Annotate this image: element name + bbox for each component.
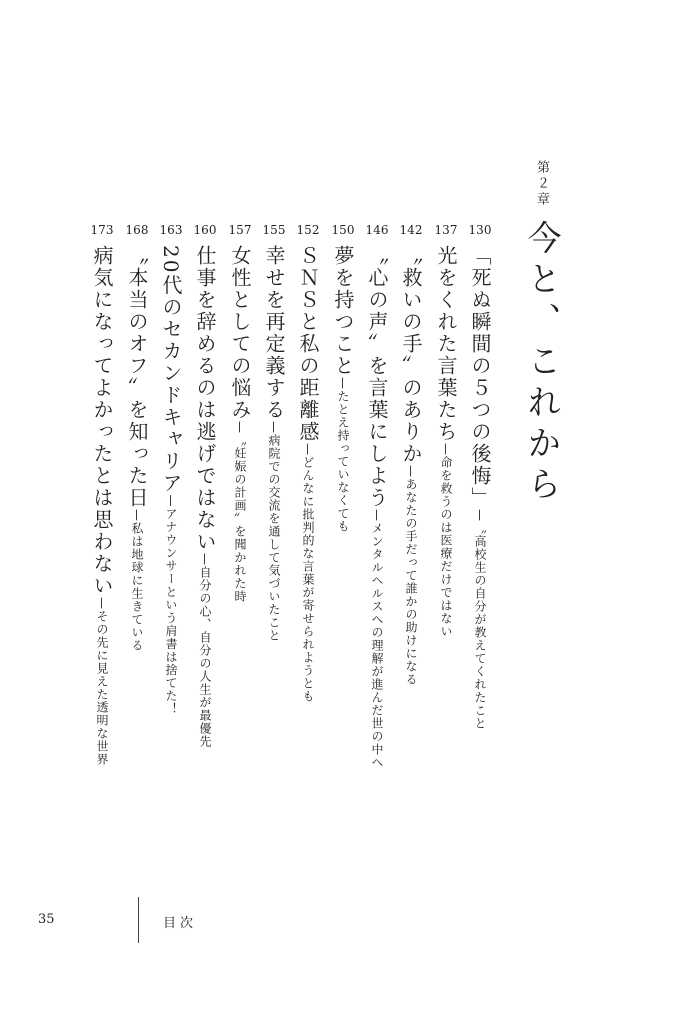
toc-entry[interactable] <box>466 223 494 730</box>
toc-entry-title: 光をくれた言葉たち <box>434 245 458 443</box>
toc-page-number: 163 <box>159 223 183 237</box>
toc-entry-subtitle: —〝妊娠の計画〟を聞かれた時 <box>233 421 247 603</box>
toc-entry-subtitle: —あなたの手だって誰かの助けになる <box>404 465 418 686</box>
toc-entry-title: 〝本当のオフ〟を知った日 <box>125 245 149 509</box>
toc-entry-text <box>226 245 254 603</box>
toc-entry-subtitle: —私は地球に生きている <box>130 509 144 652</box>
toc-entry-subtitle: —どんなに批判的な言葉が寄せられようとも <box>301 443 315 703</box>
toc-entry-title: 「死ぬ瞬間の５つの後悔」 <box>468 245 492 509</box>
toc-entry[interactable] <box>260 223 288 642</box>
toc-page-number: 146 <box>365 223 389 237</box>
toc-entry[interactable] <box>123 223 151 652</box>
toc-page-number: 155 <box>262 223 286 237</box>
toc-entry[interactable] <box>397 223 425 686</box>
toc-entry-title: 20代のセカンドキャリア <box>159 245 183 495</box>
toc-entry[interactable] <box>363 223 391 769</box>
chapter-label: 第２章 <box>534 160 549 208</box>
chapter-title: 今と、これから <box>521 220 561 507</box>
toc-entry-subtitle: —命を救うのは医療だけではない <box>439 443 453 638</box>
toc-page-number: 130 <box>468 223 492 237</box>
toc-entry[interactable] <box>157 223 185 715</box>
toc-entry-text <box>329 245 357 533</box>
toc-entry-text <box>363 245 391 769</box>
toc-page-number: 150 <box>331 223 355 237</box>
toc-entry-text <box>191 245 219 748</box>
toc-entry-subtitle: —〝高校生の自分が教えてくれたこと <box>473 509 487 730</box>
toc-entry[interactable] <box>294 223 322 703</box>
toc-entry-subtitle: —メンタルヘルスへの理解が進んだ世の中へ <box>370 509 384 769</box>
toc-entry-title: 幸せを再定義する <box>262 245 286 421</box>
toc-entry-title: ＳＮＳと私の距離感 <box>296 245 320 443</box>
toc-entry-text <box>294 245 322 703</box>
toc-page-number: 168 <box>125 223 149 237</box>
toc-entry-title: 〝心の声〟を言葉にしよう <box>365 245 389 509</box>
toc-entry-subtitle: —自分の心、自分の人生が最優先 <box>198 553 212 748</box>
toc-entry-text <box>123 245 151 652</box>
toc-entry[interactable] <box>88 223 116 766</box>
toc-entry-subtitle: —アナウンサーという肩書は捨てた！ <box>164 494 178 716</box>
toc-page-number: 137 <box>434 223 458 237</box>
toc-entry-subtitle: —病院での交流を通して気づいたこと <box>267 421 281 642</box>
page-number: 35 <box>38 912 55 927</box>
toc-entry-title: 〝救いの手〟のありか <box>399 245 423 465</box>
toc-page-number: 157 <box>228 223 252 237</box>
toc-entry-subtitle: —その先に見えた透明な世界 <box>95 597 109 766</box>
toc-entry-text <box>157 245 185 715</box>
toc-page-number: 152 <box>296 223 320 237</box>
toc-page-number: 160 <box>193 223 217 237</box>
toc-page-number: 173 <box>90 223 114 237</box>
toc-entry-text <box>397 245 425 686</box>
toc-entry-text <box>466 245 494 730</box>
toc-entry-text <box>88 245 116 766</box>
toc-page-number: 142 <box>399 223 423 237</box>
toc-entry[interactable] <box>329 223 357 533</box>
toc-entry[interactable] <box>191 223 219 748</box>
footer-divider <box>138 897 139 943</box>
section-label: 目次 <box>163 916 198 931</box>
toc-entry-text <box>260 245 288 642</box>
toc-entry-title: 仕事を辞めるのは逃げではない <box>193 245 217 553</box>
toc-entry-title: 病気になってよかったとは思わない <box>90 245 114 597</box>
toc-entry-text <box>432 245 460 638</box>
toc-entry-subtitle: —たとえ持っていなくても <box>336 377 350 533</box>
toc-entry[interactable] <box>226 223 254 603</box>
toc-entry[interactable] <box>432 223 460 638</box>
toc-entry-title: 夢を持つこと <box>331 245 355 377</box>
toc-entry-title: 女性としての悩み <box>228 245 252 421</box>
